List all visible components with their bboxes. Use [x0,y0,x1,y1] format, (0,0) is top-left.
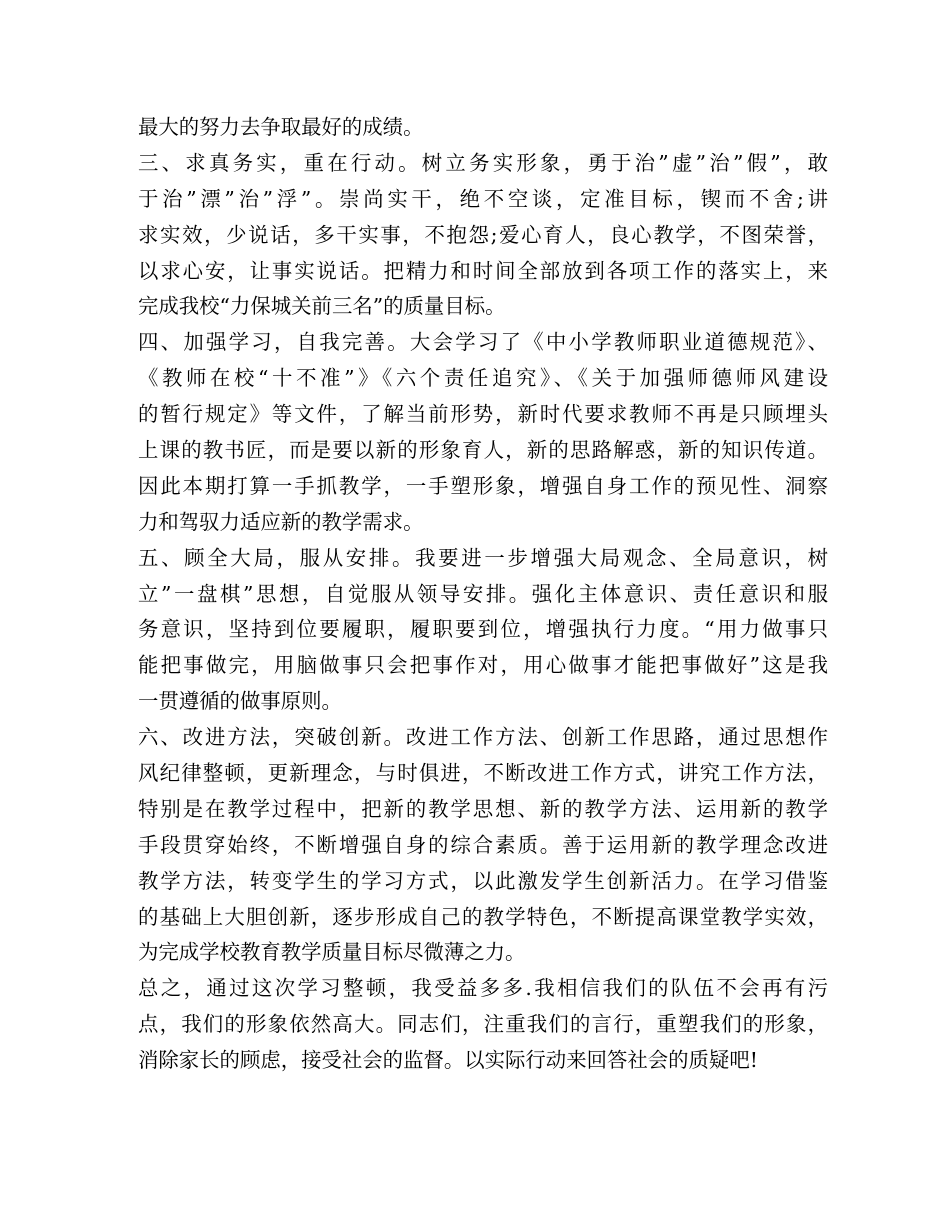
text-line: 四、加强学习，自我完善。大会学习了《中小学教师职业道德规范》、 [138,330,828,355]
text-line: 以求心安，让事实说话。把精力和时间全部放到各项工作的落实上，来 [138,258,828,283]
text-line: 务意识，坚持到位要履职，履职要到位，增强执行力度。“用力做事只 [138,617,828,642]
text-line: 力和驾驭力适应新的教学需求。 [138,509,424,534]
text-line: 的基础上大胆创新，逐步形成自己的教学特色，不断提高课堂教学实效， [138,904,828,929]
text-line: 六、改进方法，突破创新。改进工作方法、创新工作思路，通过思想作 [138,725,828,750]
text-line: 能把事做完，用脑做事只会把事作对，用心做事才能把事做好”这是我 [138,653,828,678]
document-page [138,110,828,1079]
text-line: 三、求真务实，重在行动。树立务实形象，勇于治”虚”治”假”，敢 [138,150,828,175]
text-line: 为完成学校教育教学质量目标尽微薄之力。 [138,940,526,965]
text-line: 总之，通过这次学习整顿，我受益多多.我相信我们的队伍不会再有污 [138,976,828,1001]
text-line: 的暂行规定》等文件，了解当前形势，新时代要求教师不再是只顾埋头 [138,402,828,427]
text-line: 上课的教书匠，而是要以新的形象育人，新的思路解惑，新的知识传道。 [138,438,828,463]
text-line: 点，我们的形象依然高大。同志们，注重我们的言行，重塑我们的形象， [138,1012,828,1037]
text-line: 教学方法，转变学生的学习方式，以此激发学生创新活力。在学习借鉴 [138,868,828,893]
text-line: 风纪律整顿，更新理念，与时俱进，不断改进工作方式，讲究工作方法， [138,761,828,786]
text-line: 手段贯穿始终，不断增强自身的综合素质。善于运用新的教学理念改进 [138,832,828,857]
text-line: 《教师在校“十不准”》《六个责任追究》、《关于加强师德师风建设 [138,366,828,391]
text-line: 最大的努力去争取最好的成绩。 [138,115,424,139]
text-line: 五、顾全大局，服从安排。我要进一步增强大局观念、全局意识，树 [138,545,828,570]
text-line: 立”一盘棋”思想，自觉服从领导安排。强化主体意识、责任意识和服 [138,581,828,606]
text-line: 完成我校“力保城关前三名”的质量目标。 [138,294,506,319]
text-line: 求实效，少说话，多干实事，不抱怨;爱心育人，良心教学，不图荣誉， [138,222,828,247]
text-line: 因此本期打算一手抓教学，一手塑形象，增强自身工作的预见性、洞察 [138,473,828,498]
text-line: 消除家长的顾虑，接受社会的监督。以实际行动来回答社会的质疑吧! [138,1048,758,1073]
text-line: 于治”漂”治”浮”。崇尚实干，绝不空谈，定准目标，锲而不舍;讲 [138,186,828,211]
text-line: 特别是在教学过程中，把新的教学思想、新的教学方法、运用新的教学 [138,796,828,821]
text-line: 一贯遵循的做事原则。 [138,689,342,714]
